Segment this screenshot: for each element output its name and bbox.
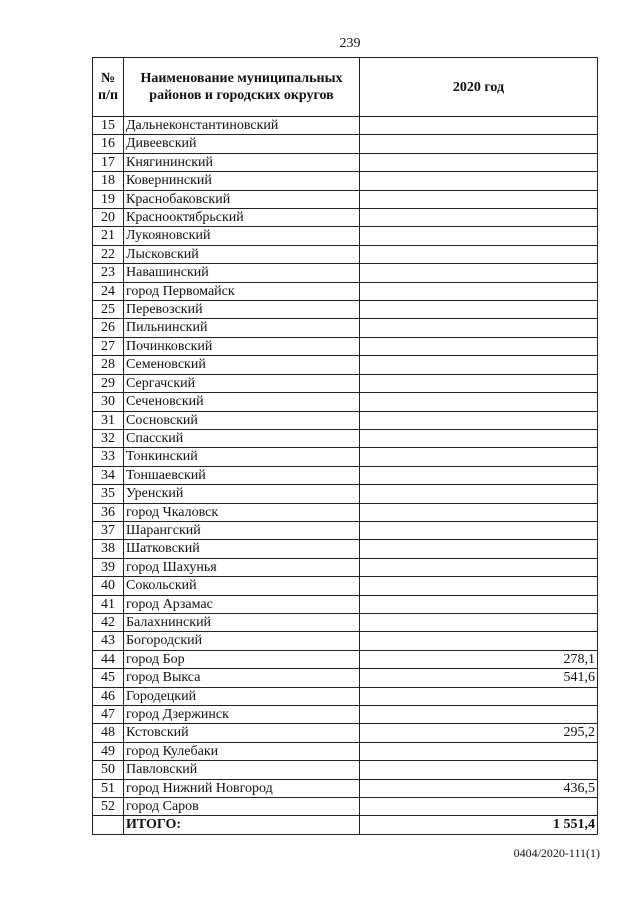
row-value [360, 393, 598, 411]
row-name: Городецкий [124, 687, 360, 705]
row-number: 25 [93, 301, 124, 319]
row-name: Богородский [124, 632, 360, 650]
row-value: 295,2 [360, 724, 598, 742]
row-name: Перевозский [124, 301, 360, 319]
row-name: Тоншаевский [124, 466, 360, 484]
table-row [93, 540, 598, 558]
row-name: город Кулебаки [124, 742, 360, 760]
row-name: город Шахунья [124, 558, 360, 576]
row-number: 35 [93, 485, 124, 503]
row-number: 20 [93, 209, 124, 227]
row-name: город Первомайск [124, 282, 360, 300]
row-name: Шарангский [124, 521, 360, 539]
row-value [360, 595, 598, 613]
row-number: 32 [93, 429, 124, 447]
table-row [93, 319, 598, 337]
row-value [360, 209, 598, 227]
row-value [360, 429, 598, 447]
table-row [93, 448, 598, 466]
row-name: Починковский [124, 337, 360, 355]
table-row [93, 374, 598, 392]
row-number: 23 [93, 264, 124, 282]
row-name: Кстовский [124, 724, 360, 742]
table-row [93, 153, 598, 171]
table-row [93, 301, 598, 319]
row-value [360, 577, 598, 595]
row-value [360, 558, 598, 576]
row-name: город Бор [124, 650, 360, 668]
header-year: 2020 год [360, 58, 598, 117]
table-row [93, 393, 598, 411]
row-value [360, 466, 598, 484]
row-name: Уренский [124, 485, 360, 503]
row-name: город Чкаловск [124, 503, 360, 521]
row-name: Павловский [124, 761, 360, 779]
row-value [360, 135, 598, 153]
row-name: Лысковский [124, 245, 360, 263]
total-row [93, 816, 598, 834]
row-number: 18 [93, 172, 124, 190]
total-num-cell [93, 816, 124, 834]
row-number: 15 [93, 117, 124, 135]
row-name: город Выкса [124, 669, 360, 687]
row-number: 36 [93, 503, 124, 521]
row-number: 43 [93, 632, 124, 650]
table-row [93, 485, 598, 503]
row-number: 51 [93, 779, 124, 797]
row-value [360, 282, 598, 300]
row-name: Шатковский [124, 540, 360, 558]
table-row [93, 209, 598, 227]
row-number: 40 [93, 577, 124, 595]
row-number: 33 [93, 448, 124, 466]
table-row [93, 687, 598, 705]
row-number: 38 [93, 540, 124, 558]
row-value [360, 540, 598, 558]
row-name: Сеченовский [124, 393, 360, 411]
table-row [93, 521, 598, 539]
table-header-row [93, 58, 598, 117]
table-row [93, 282, 598, 300]
row-number: 27 [93, 337, 124, 355]
document-code: 0404/2020-111(1) [513, 846, 600, 860]
table-row [93, 558, 598, 576]
row-value [360, 706, 598, 724]
row-value [360, 227, 598, 245]
allocation-table [92, 57, 598, 835]
table-row [93, 190, 598, 208]
header-name: Наименование муниципальных районов и городских округов [124, 58, 360, 117]
row-number: 17 [93, 153, 124, 171]
row-name: Краснооктябрьский [124, 209, 360, 227]
table-row [93, 429, 598, 447]
table-row [93, 650, 598, 668]
row-value [360, 172, 598, 190]
row-value [360, 411, 598, 429]
row-number: 44 [93, 650, 124, 668]
row-value [360, 687, 598, 705]
table-row [93, 117, 598, 135]
row-name: Сокольский [124, 577, 360, 595]
row-value [360, 117, 598, 135]
row-number: 28 [93, 356, 124, 374]
row-number: 48 [93, 724, 124, 742]
table-row [93, 632, 598, 650]
row-value [360, 485, 598, 503]
table-row [93, 411, 598, 429]
row-name: Спасский [124, 429, 360, 447]
row-value [360, 301, 598, 319]
row-value [360, 798, 598, 816]
row-value [360, 245, 598, 263]
table-row [93, 669, 598, 687]
row-number: 46 [93, 687, 124, 705]
row-name: Балахнинский [124, 613, 360, 631]
table-row [93, 706, 598, 724]
row-number: 39 [93, 558, 124, 576]
row-name: Навашинский [124, 264, 360, 282]
header-num: № п/п [93, 58, 124, 117]
row-value [360, 374, 598, 392]
row-name: Лукояновский [124, 227, 360, 245]
row-value: 541,6 [360, 669, 598, 687]
row-value [360, 761, 598, 779]
row-number: 52 [93, 798, 124, 816]
row-name: город Саров [124, 798, 360, 816]
row-number: 42 [93, 613, 124, 631]
table-row [93, 135, 598, 153]
table-row [93, 724, 598, 742]
table-row [93, 503, 598, 521]
table-row [93, 779, 598, 797]
row-value [360, 742, 598, 760]
row-number: 22 [93, 245, 124, 263]
table-row [93, 577, 598, 595]
table-row [93, 245, 598, 263]
row-value [360, 448, 598, 466]
row-value [360, 521, 598, 539]
row-number: 24 [93, 282, 124, 300]
row-number: 21 [93, 227, 124, 245]
row-number: 41 [93, 595, 124, 613]
row-name: Дивеевский [124, 135, 360, 153]
row-name: Княгининский [124, 153, 360, 171]
table-row [93, 798, 598, 816]
row-number: 50 [93, 761, 124, 779]
row-name: город Нижний Новгород [124, 779, 360, 797]
row-value [360, 319, 598, 337]
page-number: 239 [339, 36, 361, 51]
row-value: 436,5 [360, 779, 598, 797]
row-value [360, 153, 598, 171]
row-number: 16 [93, 135, 124, 153]
row-number: 45 [93, 669, 124, 687]
row-number: 37 [93, 521, 124, 539]
total-label: ИТОГО: [124, 816, 360, 834]
table-row [93, 337, 598, 355]
total-value: 1 551,4 [360, 816, 598, 834]
row-name: Краснобаковский [124, 190, 360, 208]
table-row [93, 742, 598, 760]
row-name: город Дзержинск [124, 706, 360, 724]
table-row [93, 466, 598, 484]
row-name: Сосновский [124, 411, 360, 429]
row-number: 49 [93, 742, 124, 760]
row-name: Дальнеконстантиновский [124, 117, 360, 135]
row-value [360, 632, 598, 650]
row-value [360, 356, 598, 374]
table-row [93, 761, 598, 779]
row-number: 19 [93, 190, 124, 208]
row-number: 47 [93, 706, 124, 724]
row-value [360, 264, 598, 282]
table-body [93, 117, 598, 816]
row-number: 34 [93, 466, 124, 484]
row-value [360, 503, 598, 521]
row-name: Ковернинский [124, 172, 360, 190]
row-name: город Арзамас [124, 595, 360, 613]
row-name: Сергачский [124, 374, 360, 392]
table-row [93, 264, 598, 282]
row-value [360, 190, 598, 208]
row-number: 29 [93, 374, 124, 392]
row-value: 278,1 [360, 650, 598, 668]
row-name: Семеновский [124, 356, 360, 374]
row-name: Тонкинский [124, 448, 360, 466]
row-value [360, 613, 598, 631]
table-row [93, 356, 598, 374]
row-name: Пильнинский [124, 319, 360, 337]
row-number: 30 [93, 393, 124, 411]
row-number: 26 [93, 319, 124, 337]
row-value [360, 337, 598, 355]
table-row [93, 172, 598, 190]
table-row [93, 595, 598, 613]
table-row [93, 613, 598, 631]
row-number: 31 [93, 411, 124, 429]
table-row [93, 227, 598, 245]
